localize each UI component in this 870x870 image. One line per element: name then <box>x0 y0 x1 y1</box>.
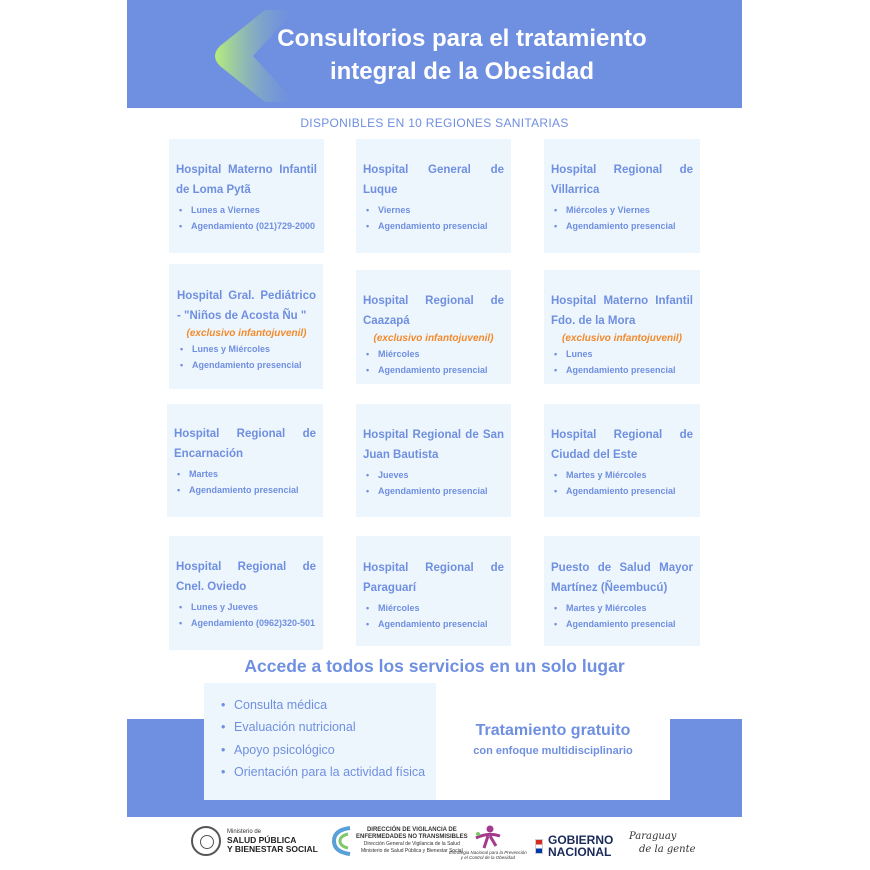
hospital-name: Hospital Regional de Encarnación <box>174 428 316 460</box>
exclusive-note: (exclusivo infantojuvenil) <box>373 333 494 344</box>
ministerio-line-1: SALUD PÚBLICA <box>227 834 297 845</box>
hospital-card <box>356 536 511 646</box>
paraguay-logo <box>629 830 696 856</box>
poster <box>127 0 742 870</box>
seal-icon <box>191 826 221 856</box>
figure-icon <box>470 824 506 850</box>
schedule-days: • Miércoles y Viernes <box>566 203 693 219</box>
schedule-list <box>363 468 504 499</box>
schedule-days: • Martes <box>189 467 316 483</box>
schedule-list <box>551 203 693 234</box>
hospital-name: Hospital Regional de Villarrica <box>551 164 693 196</box>
service-item: • Evaluación nutricional <box>234 716 436 738</box>
exclusive-note: (exclusivo infantojuvenil) <box>561 333 683 344</box>
schedule-days: • Martes y Miércoles <box>566 468 693 484</box>
schedule-booking: • Agendamiento presencial <box>378 219 504 235</box>
services-box <box>204 683 436 800</box>
schedule-list <box>176 600 316 631</box>
schedule-list <box>551 347 693 378</box>
hospital-card <box>167 404 323 517</box>
gobierno-line-1: GOBIERNO <box>548 833 614 847</box>
hospital-card <box>356 270 511 384</box>
schedule-days: • Jueves <box>378 468 504 484</box>
hospital-card <box>169 264 323 389</box>
exclusive-note: (exclusivo infantojuvenil) <box>186 328 307 339</box>
gobierno-logo <box>535 834 613 858</box>
schedule-list <box>363 347 504 378</box>
estrategia-line-2: y el Control de la Obesidad <box>460 855 516 860</box>
hospital-name: Hospital Regional de Caazapá <box>363 295 504 327</box>
paraguay-line-2: de la gente <box>639 844 696 855</box>
header-banner <box>127 0 742 108</box>
free-title: Tratamiento gratuito <box>475 722 631 739</box>
hospital-card <box>544 139 700 253</box>
schedule-list <box>363 601 504 632</box>
hospital-name: Hospital Gral. Pediátrico - "Niños de Acosta Ñu " <box>177 290 316 322</box>
hospital-name: Hospital Materno Infantil de Loma Pytã <box>176 164 317 196</box>
schedule-list <box>363 203 504 234</box>
hospital-name: Hospital Regional de Cnel. Oviedo <box>176 561 316 593</box>
hospital-card <box>544 404 700 517</box>
logos-bar <box>127 818 742 870</box>
schedule-list <box>551 601 693 632</box>
hospital-name: Hospital Regional de San Juan Bautista <box>363 429 504 461</box>
access-title: Accede a todos los servicios en un solo lugar <box>244 656 625 676</box>
gobierno-line-2: NACIONAL <box>548 845 612 859</box>
schedule-list <box>174 467 316 498</box>
page-subtitle: DISPONIBLES EN 10 REGIONES SANITARIAS <box>300 116 569 130</box>
dvent-line-3: Dirección General de Vigilancia de la Salud <box>363 841 460 847</box>
hospital-name: Hospital Regional de Ciudad del Este <box>551 429 693 461</box>
schedule-booking: • Agendamiento presencial <box>189 483 316 499</box>
schedule-booking: • Agendamiento presencial <box>378 617 504 633</box>
dvent-icon <box>330 826 352 856</box>
schedule-booking: • Agendamiento (021)729-2000 <box>191 219 317 235</box>
paraguay-line-1: Paraguay <box>629 831 677 842</box>
hospital-card <box>544 536 700 646</box>
schedule-booking: • Agendamiento presencial <box>378 484 504 500</box>
hospital-card <box>169 139 324 253</box>
page-title <box>267 22 657 88</box>
hospital-card <box>356 404 511 517</box>
ministerio-logo <box>191 826 318 856</box>
schedule-list <box>551 468 693 499</box>
service-item: • Apoyo psicológico <box>234 739 436 761</box>
hospital-name: Hospital Regional de Paraguarí <box>363 562 504 594</box>
schedule-booking: • Agendamiento (0962)320-501 <box>191 616 316 632</box>
schedule-list <box>176 203 317 234</box>
service-item: • Consulta médica <box>234 694 436 716</box>
flag-icon <box>535 839 543 854</box>
service-item: • Orientación para la actividad física <box>234 761 436 783</box>
hospital-name: Puesto de Salud Mayor Martínez (Ñeembucú) <box>551 562 693 594</box>
schedule-days: • Lunes <box>566 347 693 363</box>
hospital-name: Hospital Materno Infantil Fdo. de la Mora <box>551 295 693 327</box>
dvent-line-1: DIRECCIÓN DE VIGILANCIA DE <box>366 827 457 833</box>
hospital-card <box>544 270 700 384</box>
free-subtitle: con enfoque multidisciplinario <box>473 745 633 757</box>
schedule-booking: • Agendamiento presencial <box>566 363 693 379</box>
dvent-line-2: ENFERMEDADES NO TRANSMISIBLES <box>356 834 468 840</box>
free-treatment-box <box>436 719 670 800</box>
schedule-days: • Miércoles <box>378 347 504 363</box>
ministerio-small: Ministerio de <box>227 828 262 835</box>
title-line-2: integral de la Obesidad <box>329 58 595 85</box>
schedule-list <box>177 342 316 373</box>
schedule-days: • Lunes y Jueves <box>191 600 316 616</box>
schedule-days: • Viernes <box>378 203 504 219</box>
schedule-booking: • Agendamiento presencial <box>378 363 504 379</box>
schedule-days: • Miércoles <box>378 601 504 617</box>
estrategia-logo <box>449 824 527 860</box>
services-list <box>234 694 436 783</box>
schedule-booking: • Agendamiento presencial <box>566 219 693 235</box>
estrategia-line-1: Estrategia Nacional para la Prevención <box>449 850 527 855</box>
schedule-days: • Martes y Miércoles <box>566 601 693 617</box>
schedule-days: • Lunes a Viernes <box>191 203 317 219</box>
hospital-card <box>169 536 323 650</box>
dvent-logo <box>330 826 468 856</box>
hospital-card <box>356 139 511 253</box>
hospital-name: Hospital General de Luque <box>363 164 504 196</box>
schedule-booking: • Agendamiento presencial <box>566 617 693 633</box>
schedule-days: • Lunes y Miércoles <box>192 342 316 358</box>
title-line-1: Consultorios para el tratamiento <box>277 25 647 52</box>
schedule-booking: • Agendamiento presencial <box>566 484 693 500</box>
dvent-line-4: Ministerio de Salud Pública y Bienestar Social <box>360 848 463 854</box>
schedule-booking: • Agendamiento presencial <box>192 358 316 374</box>
ministerio-line-2: Y BIENESTAR SOCIAL <box>227 843 318 854</box>
